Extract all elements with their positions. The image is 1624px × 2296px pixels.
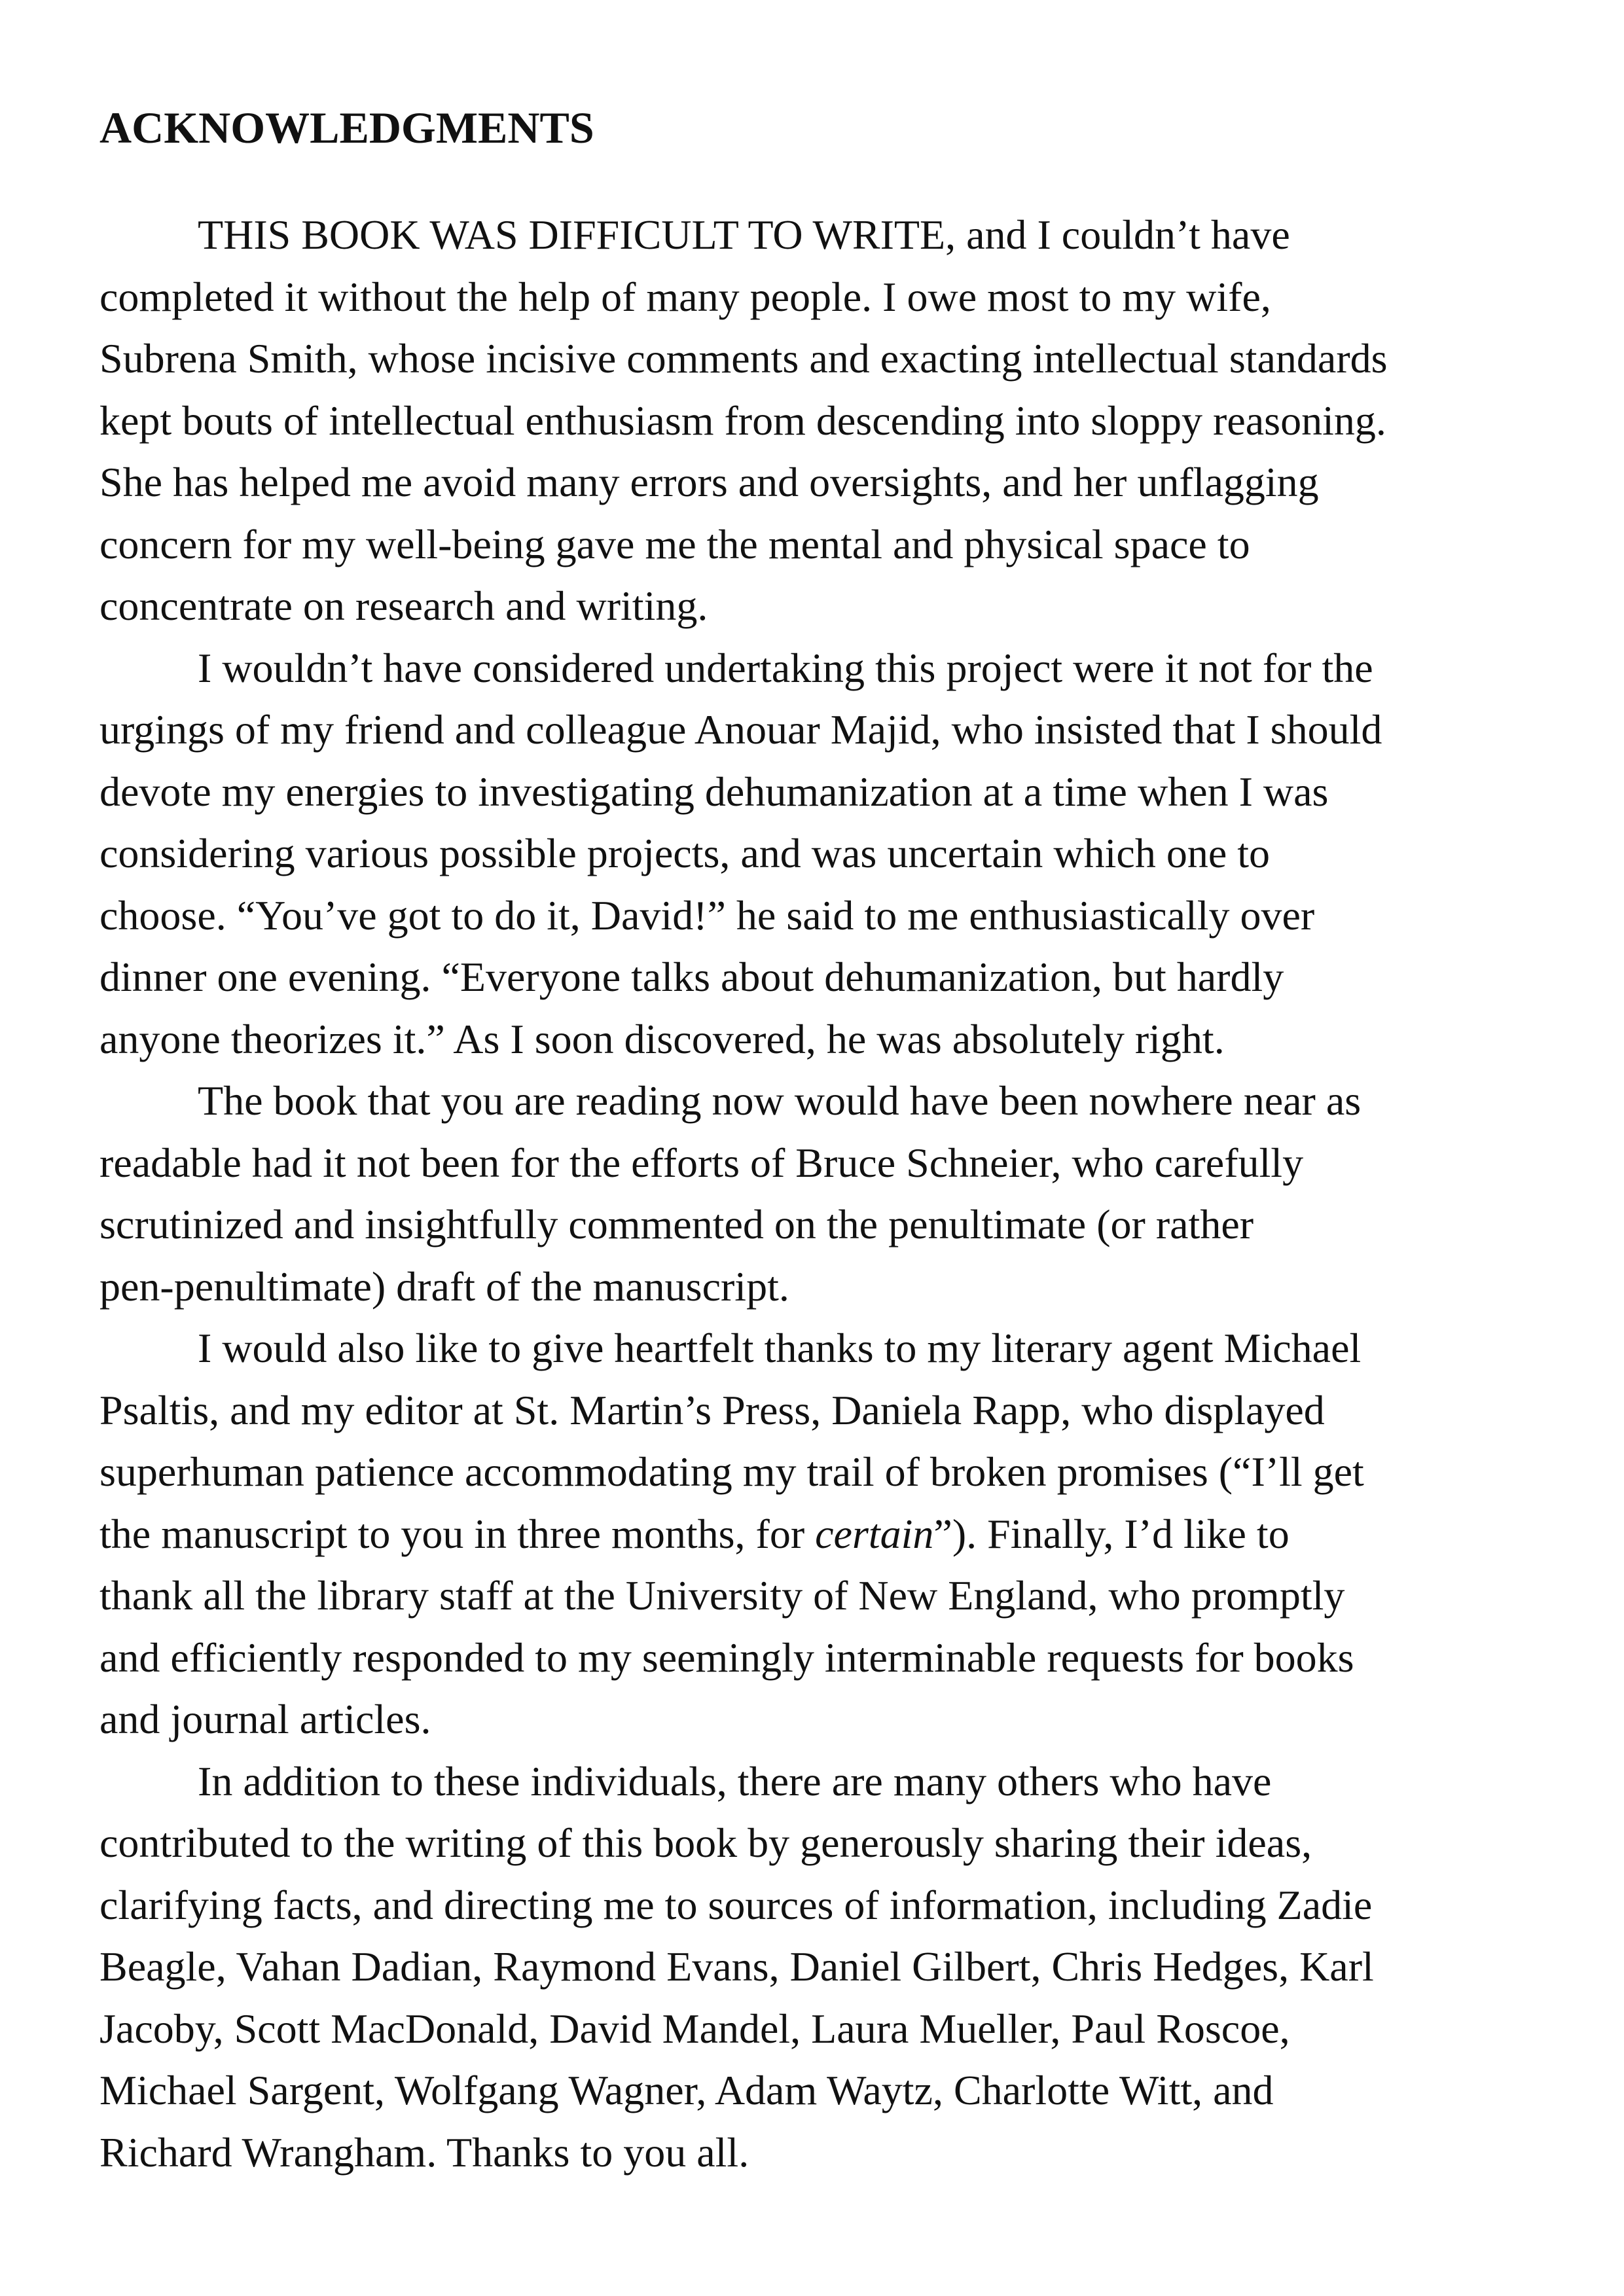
text-line: completed it without the help of many people. I owe most to my wife, <box>99 273 1271 320</box>
page-title: ACKNOWLEDGMENTS <box>99 103 594 152</box>
text-line-with-italic <box>99 1503 1540 1566</box>
text-line: Jacoby, Scott MacDonald, David Mandel, Laura Mueller, Paul Roscoe, <box>99 2005 1290 2052</box>
text-line: superhuman patience accommodating my trail of broken promises (“I’ll get <box>99 1448 1364 1495</box>
text-line: and efficiently responded to my seemingly interminable requests for books <box>99 1634 1354 1681</box>
text-line: I wouldn’t have considered undertaking this project were it not for the <box>198 644 1373 691</box>
paragraph-3 <box>99 1070 1540 1318</box>
text-line: concentrate on research and writing. <box>99 583 708 629</box>
text-line: concern for my well-being gave me the mental and physical space to <box>99 520 1250 567</box>
text-line: In addition to these individuals, there are many others who have <box>198 1757 1272 1804</box>
document-page <box>99 98 1540 2183</box>
text-line: I would also like to give heartfelt thanks to my literary agent Michael <box>198 1325 1362 1371</box>
paragraph-2 <box>99 637 1540 1071</box>
text-line: pen-penultimate) draft of the manuscript. <box>99 1263 789 1310</box>
text-line: Michael Sargent, Wolfgang Wagner, Adam Waytz, Charlotte Witt, and <box>99 2067 1274 2113</box>
text-line: thank all the library staff at the University of New England, who promptly <box>99 1572 1345 1619</box>
text-line: choose. “You’ve got to do it, David!” he said to me enthusiastically over <box>99 891 1315 939</box>
text-line: Beagle, Vahan Dadian, Raymond Evans, Daniel Gilbert, Chris Hedges, Karl <box>99 1943 1374 1990</box>
text-line: urgings of my friend and colleague Anouar Majid, who insisted that I should <box>99 706 1382 753</box>
text-line: clarifying facts, and directing me to sources of information, including Zadie <box>99 1881 1373 1928</box>
text-segment: the manuscript to you in three months, for <box>99 1510 816 1557</box>
text-line: and journal articles. <box>99 1696 431 1742</box>
text-line: She has helped me avoid many errors and oversights, and her unflagging <box>99 459 1319 505</box>
text-line: contributed to the writing of this book by generously sharing their ideas, <box>99 1820 1312 1866</box>
text-line: The book that you are reading now would have been nowhere near as <box>198 1077 1362 1124</box>
text-line: devote my energies to investigating dehumanization at a time when I was <box>99 768 1329 815</box>
text-line: Richard Wrangham. Thanks to you all. <box>99 2128 749 2176</box>
text-line: Subrena Smith, whose incisive comments and exacting intellectual standards <box>99 335 1388 382</box>
text-line: readable had it not been for the efforts of Bruce Schneier, who carefully <box>99 1139 1304 1186</box>
paragraph-5 <box>99 1751 1540 2184</box>
text-line: THIS BOOK WAS DIFFICULT TO WRITE, and I couldn’t have <box>198 211 1290 258</box>
paragraph-4 <box>99 1318 1540 1751</box>
italic-emphasis: certain <box>815 1510 934 1557</box>
text-line: considering various possible projects, and was uncertain which one to <box>99 830 1270 876</box>
paragraph-1 <box>99 204 1540 637</box>
text-line: anyone theorizes it.” As I soon discovered, he was absolutely right. <box>99 1015 1225 1062</box>
text-line: kept bouts of intellectual enthusiasm from descending into sloppy reasoning. <box>99 397 1386 444</box>
text-line: dinner one evening. “Everyone talks about dehumanization, but hardly <box>99 954 1284 1000</box>
text-line: scrutinized and insightfully commented on the penultimate (or rather <box>99 1201 1254 1247</box>
text-segment: ”). Finally, I’d like to <box>933 1510 1290 1557</box>
text-line: Psaltis, and my editor at St. Martin’s Press, Daniela Rapp, who displayed <box>99 1386 1325 1433</box>
